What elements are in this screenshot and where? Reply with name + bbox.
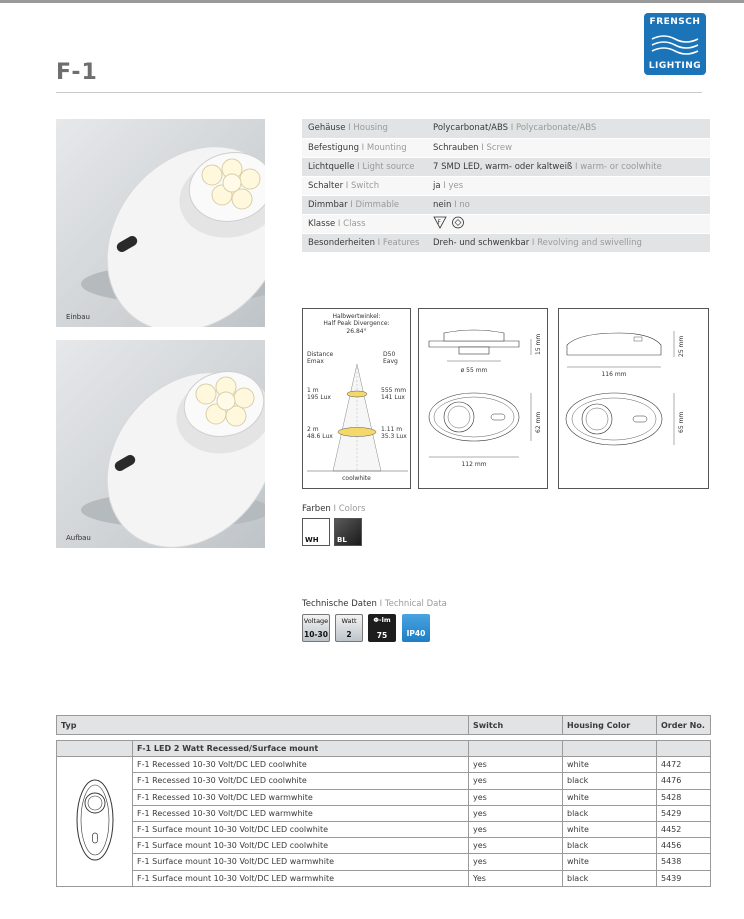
row-color: white — [563, 854, 657, 870]
spec-value-en: Screw — [486, 142, 513, 153]
dim-height: 15 mm — [535, 333, 542, 355]
group-title: F-1 LED 2 Watt Recessed/Surface mount — [133, 741, 469, 757]
color-swatch-black: BL — [334, 518, 362, 546]
spec-value: nein — [433, 199, 452, 210]
spec-key-en: Class — [343, 218, 366, 229]
dim-width: 116 mm — [601, 371, 627, 378]
beam-r1-distance: 1 m — [307, 387, 319, 394]
row-type: F-1 Recessed 10-30 Volt/DC LED coolwhite — [133, 757, 469, 773]
spec-row: Befestigung I Mounting Schrauben I Screw — [302, 138, 710, 157]
beam-r2-eavg: 35.3 Lux — [381, 433, 407, 440]
product-outline-icon — [72, 775, 118, 865]
spec-value: ja — [433, 180, 441, 191]
tech-lumen: Φ-lm 75 — [368, 614, 396, 642]
surface-lamp-image — [56, 340, 265, 548]
row-order-no: 4456 — [657, 838, 711, 854]
spec-value: Polycarbonat/ABS — [433, 123, 509, 134]
page-title: F-1 — [56, 60, 98, 85]
col-header-switch: Switch — [469, 716, 563, 735]
spec-row: Schalter I Switch ja I yes — [302, 176, 710, 195]
col-header-color: Housing Color — [563, 716, 657, 735]
beam-col-eavg: Eavg — [383, 358, 398, 365]
spec-key: Lichtquelle — [308, 161, 355, 172]
table-row — [57, 789, 711, 805]
row-switch: yes — [469, 854, 563, 870]
row-switch: yes — [469, 838, 563, 854]
row-order-no: 4476 — [657, 773, 711, 789]
row-order-no: 5439 — [657, 870, 711, 886]
row-type: F-1 Surface mount 10-30 Volt/DC LED coolwhite — [133, 838, 469, 854]
spec-value: Schrauben — [433, 142, 479, 153]
spec-key-en: Dimmable — [355, 199, 400, 210]
beam-r2-distance: 2 m — [307, 426, 319, 433]
photo-caption: Einbau — [66, 313, 90, 321]
beam-r1-eavg: 141 Lux — [381, 394, 405, 401]
table-row — [57, 870, 711, 886]
spec-value-en: no — [459, 199, 470, 210]
dim-depth: 65 mm — [678, 411, 685, 433]
row-type: F-1 Recessed 10-30 Volt/DC LED warmwhite — [133, 789, 469, 805]
row-color: black — [563, 773, 657, 789]
class-certification-icon — [433, 216, 469, 229]
beam-col-distance: Distance — [307, 351, 334, 358]
colors-label: Farben I Colors — [302, 504, 366, 514]
spec-key-en: Features — [382, 237, 420, 248]
tech-ip-rating: IP40 — [402, 614, 430, 642]
col-header-order-no: Order No. — [657, 716, 711, 735]
product-thumbnail — [57, 757, 133, 887]
spec-row: Dimmbar I Dimmable nein I no — [302, 195, 710, 214]
logo-line2: LIGHTING — [648, 61, 702, 71]
row-switch: yes — [469, 757, 563, 773]
spec-value: Dreh- und schwenkbar — [433, 237, 530, 248]
beam-label: coolwhite — [342, 475, 371, 482]
table-row — [57, 805, 711, 821]
row-type: F-1 Recessed 10-30 Volt/DC LED coolwhite — [133, 773, 469, 789]
spec-key: Schalter — [308, 180, 344, 191]
spec-key-en: Mounting — [366, 142, 407, 153]
table-row — [57, 854, 711, 870]
beam-col-d50: D50 — [383, 351, 396, 358]
row-type: F-1 Surface mount 10-30 Volt/DC LED warmwhite — [133, 854, 469, 870]
dim-length: 112 mm — [461, 461, 487, 468]
spec-key: Befestigung — [308, 142, 359, 153]
top-border — [0, 0, 744, 3]
row-type: F-1 Surface mount 10-30 Volt/DC LED coolwhite — [133, 821, 469, 837]
col-header-type: Typ — [57, 716, 469, 735]
beam-title-en: Half Peak Divergence: — [323, 320, 390, 327]
row-switch: yes — [469, 789, 563, 805]
tech-data-label: Technische Daten I Technical Data — [302, 599, 447, 609]
dimension-drawing-recessed — [418, 308, 548, 489]
spec-key: Klasse — [308, 218, 336, 229]
title-divider — [56, 92, 702, 93]
spec-value-en: warm- or coolwhite — [580, 161, 662, 172]
svg-text:F: F — [437, 218, 441, 226]
row-switch: yes — [469, 821, 563, 837]
spec-key-en: Housing — [353, 123, 388, 134]
row-color: black — [563, 838, 657, 854]
recessed-lamp-image — [56, 119, 265, 327]
table-row — [57, 773, 711, 789]
row-order-no: 4472 — [657, 757, 711, 773]
table-row — [57, 757, 711, 773]
wave-icon — [650, 31, 700, 57]
row-switch: yes — [469, 773, 563, 789]
spec-key-en: Light source — [362, 161, 415, 172]
row-color: black — [563, 870, 657, 886]
table-row — [57, 821, 711, 837]
row-color: white — [563, 821, 657, 837]
row-order-no: 5429 — [657, 805, 711, 821]
row-color: white — [563, 757, 657, 773]
beam-diagram — [302, 308, 411, 489]
color-swatch-white: WH — [302, 518, 330, 546]
tech-watt: Watt 2 — [335, 614, 363, 642]
row-order-no: 5438 — [657, 854, 711, 870]
row-type: F-1 Surface mount 10-30 Volt/DC LED warmwhite — [133, 870, 469, 886]
dimension-drawing-surface — [558, 308, 709, 489]
tech-voltage: Voltage 10-30 — [302, 614, 330, 642]
spec-key: Besonderheiten — [308, 237, 375, 248]
spec-key: Dimmbar — [308, 199, 348, 210]
spec-value-en: Polycarbonate/ABS — [516, 123, 597, 134]
beam-r1-emax: 195 Lux — [307, 394, 331, 401]
spec-key: Gehäuse — [308, 123, 346, 134]
dim-height: 25 mm — [678, 335, 685, 357]
spec-key-en: Switch — [351, 180, 380, 191]
product-photo-surface — [56, 340, 265, 548]
spec-value-en: yes — [448, 180, 464, 191]
product-photo-recessed — [56, 119, 265, 327]
row-order-no: 4452 — [657, 821, 711, 837]
spec-row: Gehäuse I Housing Polycarbonat/ABS I Polycarbonate/ABS — [302, 119, 710, 138]
beam-r2-emax: 48.6 Lux — [307, 433, 333, 440]
beam-title-de: Halbwertwinkel: — [332, 313, 381, 320]
row-color: white — [563, 789, 657, 805]
row-type: F-1 Recessed 10-30 Volt/DC LED warmwhite — [133, 805, 469, 821]
row-order-no: 5428 — [657, 789, 711, 805]
group-row — [57, 741, 711, 757]
spec-value: 7 SMD LED, warm- oder kaltweiß — [433, 161, 573, 172]
dim-diameter: ø 55 mm — [460, 367, 488, 374]
row-color: black — [563, 805, 657, 821]
beam-r1-d50: 555 mm — [381, 387, 407, 394]
spec-row: Besonderheiten I Features Dreh- und schwenkbar I Revolving and swivelling — [302, 233, 710, 252]
spec-table — [302, 119, 710, 253]
order-table — [56, 715, 711, 887]
logo-line1: FRENSCH — [649, 17, 701, 27]
beam-col-emax: Emax — [307, 358, 324, 365]
dim-depth: 62 mm — [535, 411, 542, 433]
row-switch: yes — [469, 805, 563, 821]
beam-angle: 26.84° — [346, 328, 367, 335]
spec-value-en: Revolving and swivelling — [537, 237, 642, 248]
beam-r2-d50: 1.11 m — [381, 426, 403, 433]
spec-row: Klasse I Class F — [302, 214, 710, 233]
photo-caption: Aufbau — [66, 534, 91, 542]
brand-logo — [644, 13, 706, 75]
order-header-row — [57, 716, 711, 735]
surface-drawing — [559, 309, 710, 490]
spec-row: Lichtquelle I Light source 7 SMD LED, warm- oder kaltweiß I warm- or coolwhite — [302, 157, 710, 176]
row-switch: Yes — [469, 870, 563, 886]
table-row — [57, 838, 711, 854]
